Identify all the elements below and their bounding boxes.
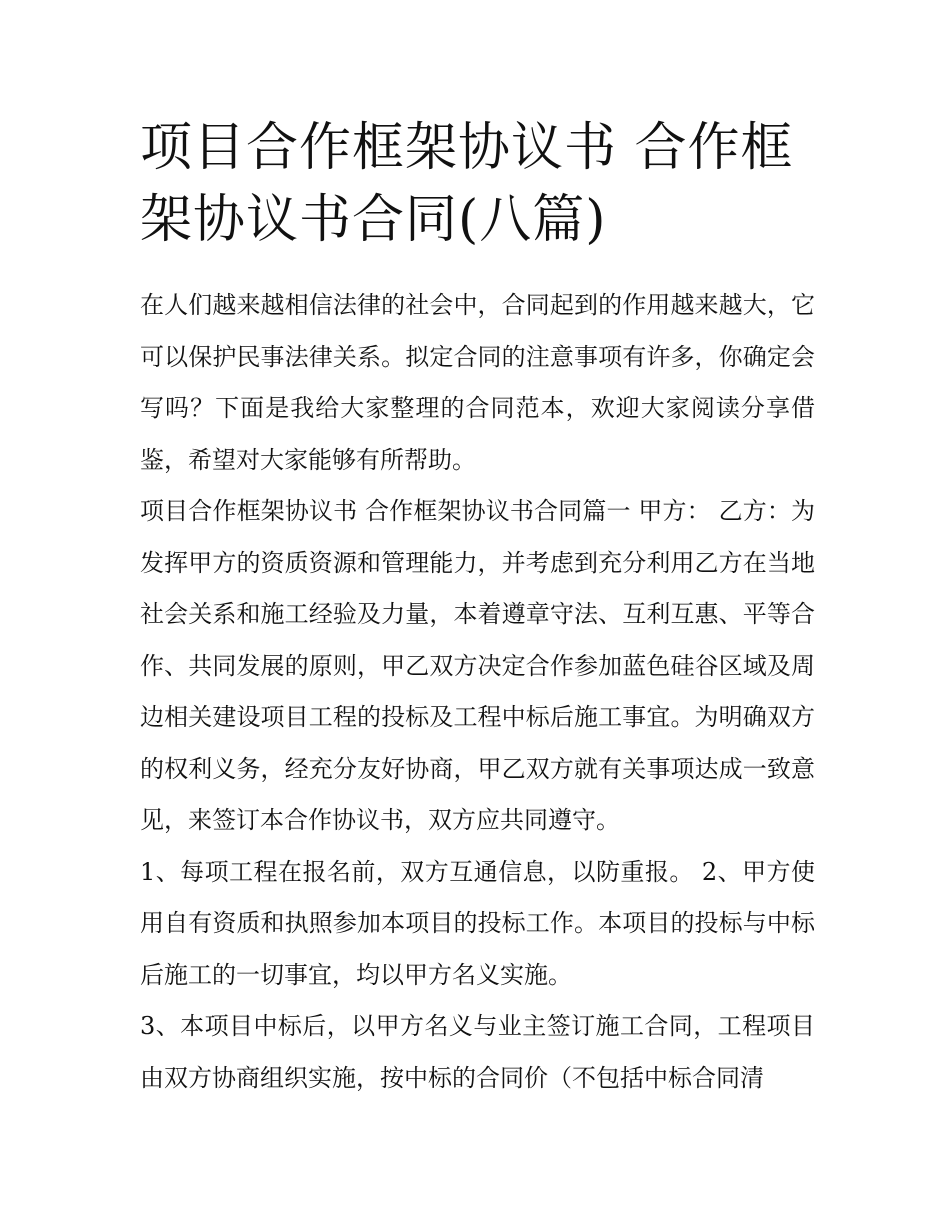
document-title: 项目合作框架协议书 合作框架协议书合同(八篇) (140, 118, 794, 250)
paragraph-article-one: 项目合作框架协议书 合作框架协议书合同篇一 甲方： 乙方：为发挥甲方的资质资源和管理能力，并考虑到充分利用乙方在当地社会关系和施工经验及力量，本着遵章守法、互利互惠、平等合作、共同发展的原则，甲乙双方决定合作参加蓝色硅谷区域及周边相关建设项目工程的投标及工程中标后施工事宜。为明确双方的权利义务，经充分友好协商，甲乙双方就有关事项达成一致意见，来签订本合作协议书，双方应共同遵守。 (140, 497, 815, 834)
paragraph-intro: 在人们越来越相信法律的社会中，合同起到的作用越来越大，它可以保护民事法律关系。拟定合同的注意事项有许多，你确定会写吗？下面是我给大家整理的合同范本，欢迎大家阅读分享借鉴，希望对大家能够有所帮助。 (140, 291, 815, 474)
paragraph-clauses-1-2: 1、每项工程在报名前，双方互通信息，以防重报。 2、甲方使用自有资质和执照参加本项目的投标工作。本项目的投标与中标后施工的一切事宜，均以甲方名义实施。 (140, 857, 815, 989)
paragraph-clause-3: 3、本项目中标后，以甲方名义与业主签订施工合同，工程项目由双方协商组织实施，按中标的合同价（不包括中标合同清 (140, 1012, 815, 1092)
document-body (140, 280, 815, 1104)
